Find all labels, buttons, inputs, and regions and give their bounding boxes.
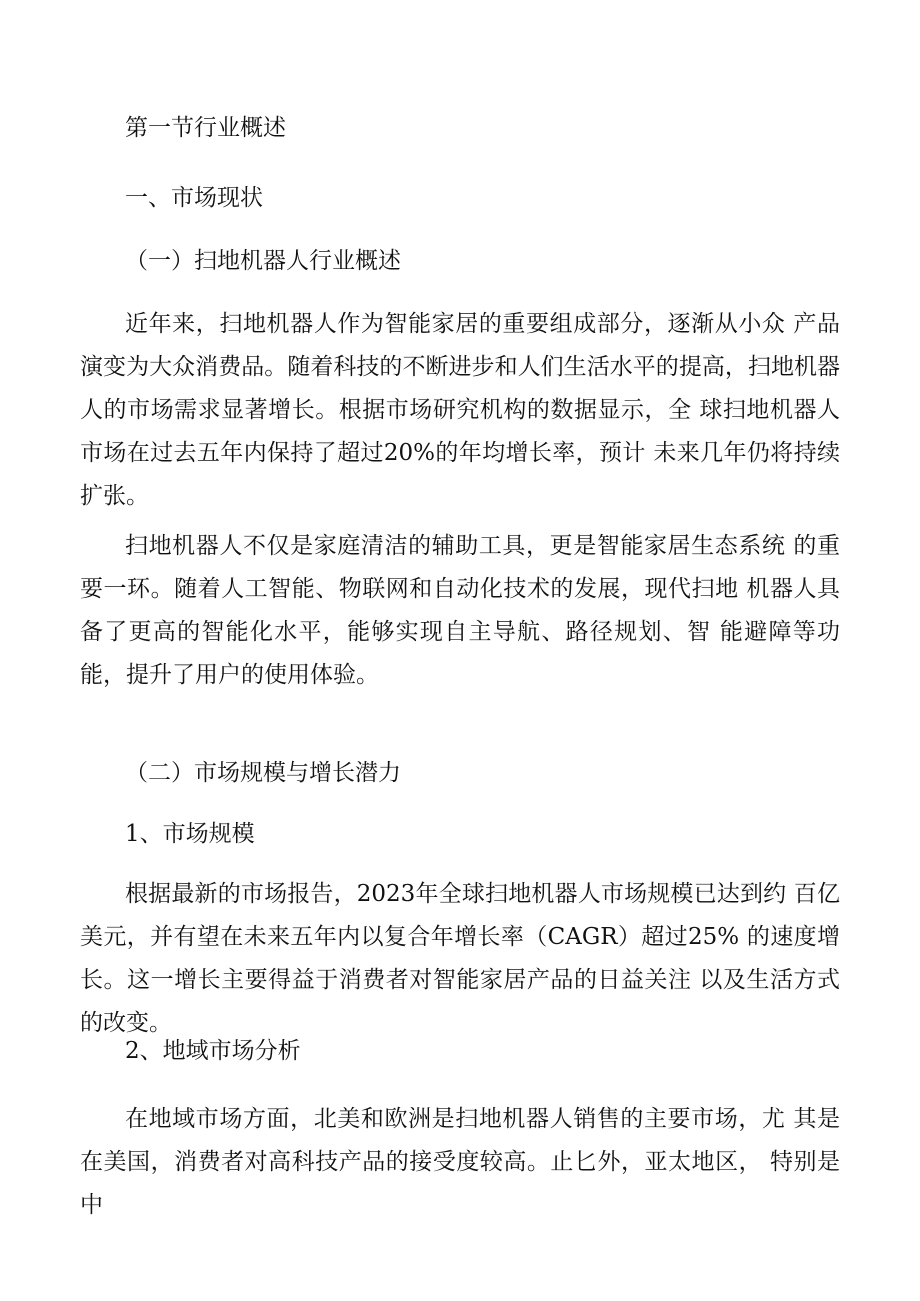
paragraph-smart-home: 扫地机器人不仅是家庭清洁的辅助工具，更是智能家居生态系统 的重要一环。随着人工智能、物联网和自动化技术的发展，现代扫地 机器人具备了更高的智能化水平，能够实现自主导航、路径规划、智 能避障等功能，提升了用户的使用体验。 <box>80 533 840 688</box>
subheading-industry-overview: （一）扫地机器人行业概述 <box>125 248 401 274</box>
item-regional-analysis: 2、地域市场分析 <box>125 1038 301 1064</box>
section-title: 第一节行业概述 <box>125 115 286 141</box>
paragraph-industry-intro: 近年来，扫地机器人作为智能家居的重要组成部分，逐渐从小众 产品演变为大众消费品。随着科技的不断进步和人们生活水平的提高，扫地机器人的市场需求显著增长。根据市场研究机构的数据显示，全 球扫地机器人市场在过去五年内保持了超过20%的年均增长率，预计 未来几年仍将持续扩张。 <box>80 311 840 509</box>
item-market-size: 1、市场规模 <box>125 821 255 847</box>
paragraph-market-size: 根据最新的市场报告，2023年全球扫地机器人市场规模已达到约 百亿美元，并有望在未来五年内以复合年增长率（CAGR）超过25% 的速度增长。这一增长主要得益于消费者对智能家居产品的日益关注 以及生活方式的改变。 <box>80 881 840 1036</box>
subheading-market-size-growth: （二）市场规模与增长潜力 <box>125 760 401 786</box>
paragraph-regional-analysis: 在地域市场方面，北美和欧洲是扫地机器人销售的主要市场，尤 其是在美国，消费者对高科技产品的接受度较高。止匕外，亚太地区， 特别是中 <box>80 1106 840 1218</box>
heading-market-status: 一、市场现状 <box>125 185 263 211</box>
